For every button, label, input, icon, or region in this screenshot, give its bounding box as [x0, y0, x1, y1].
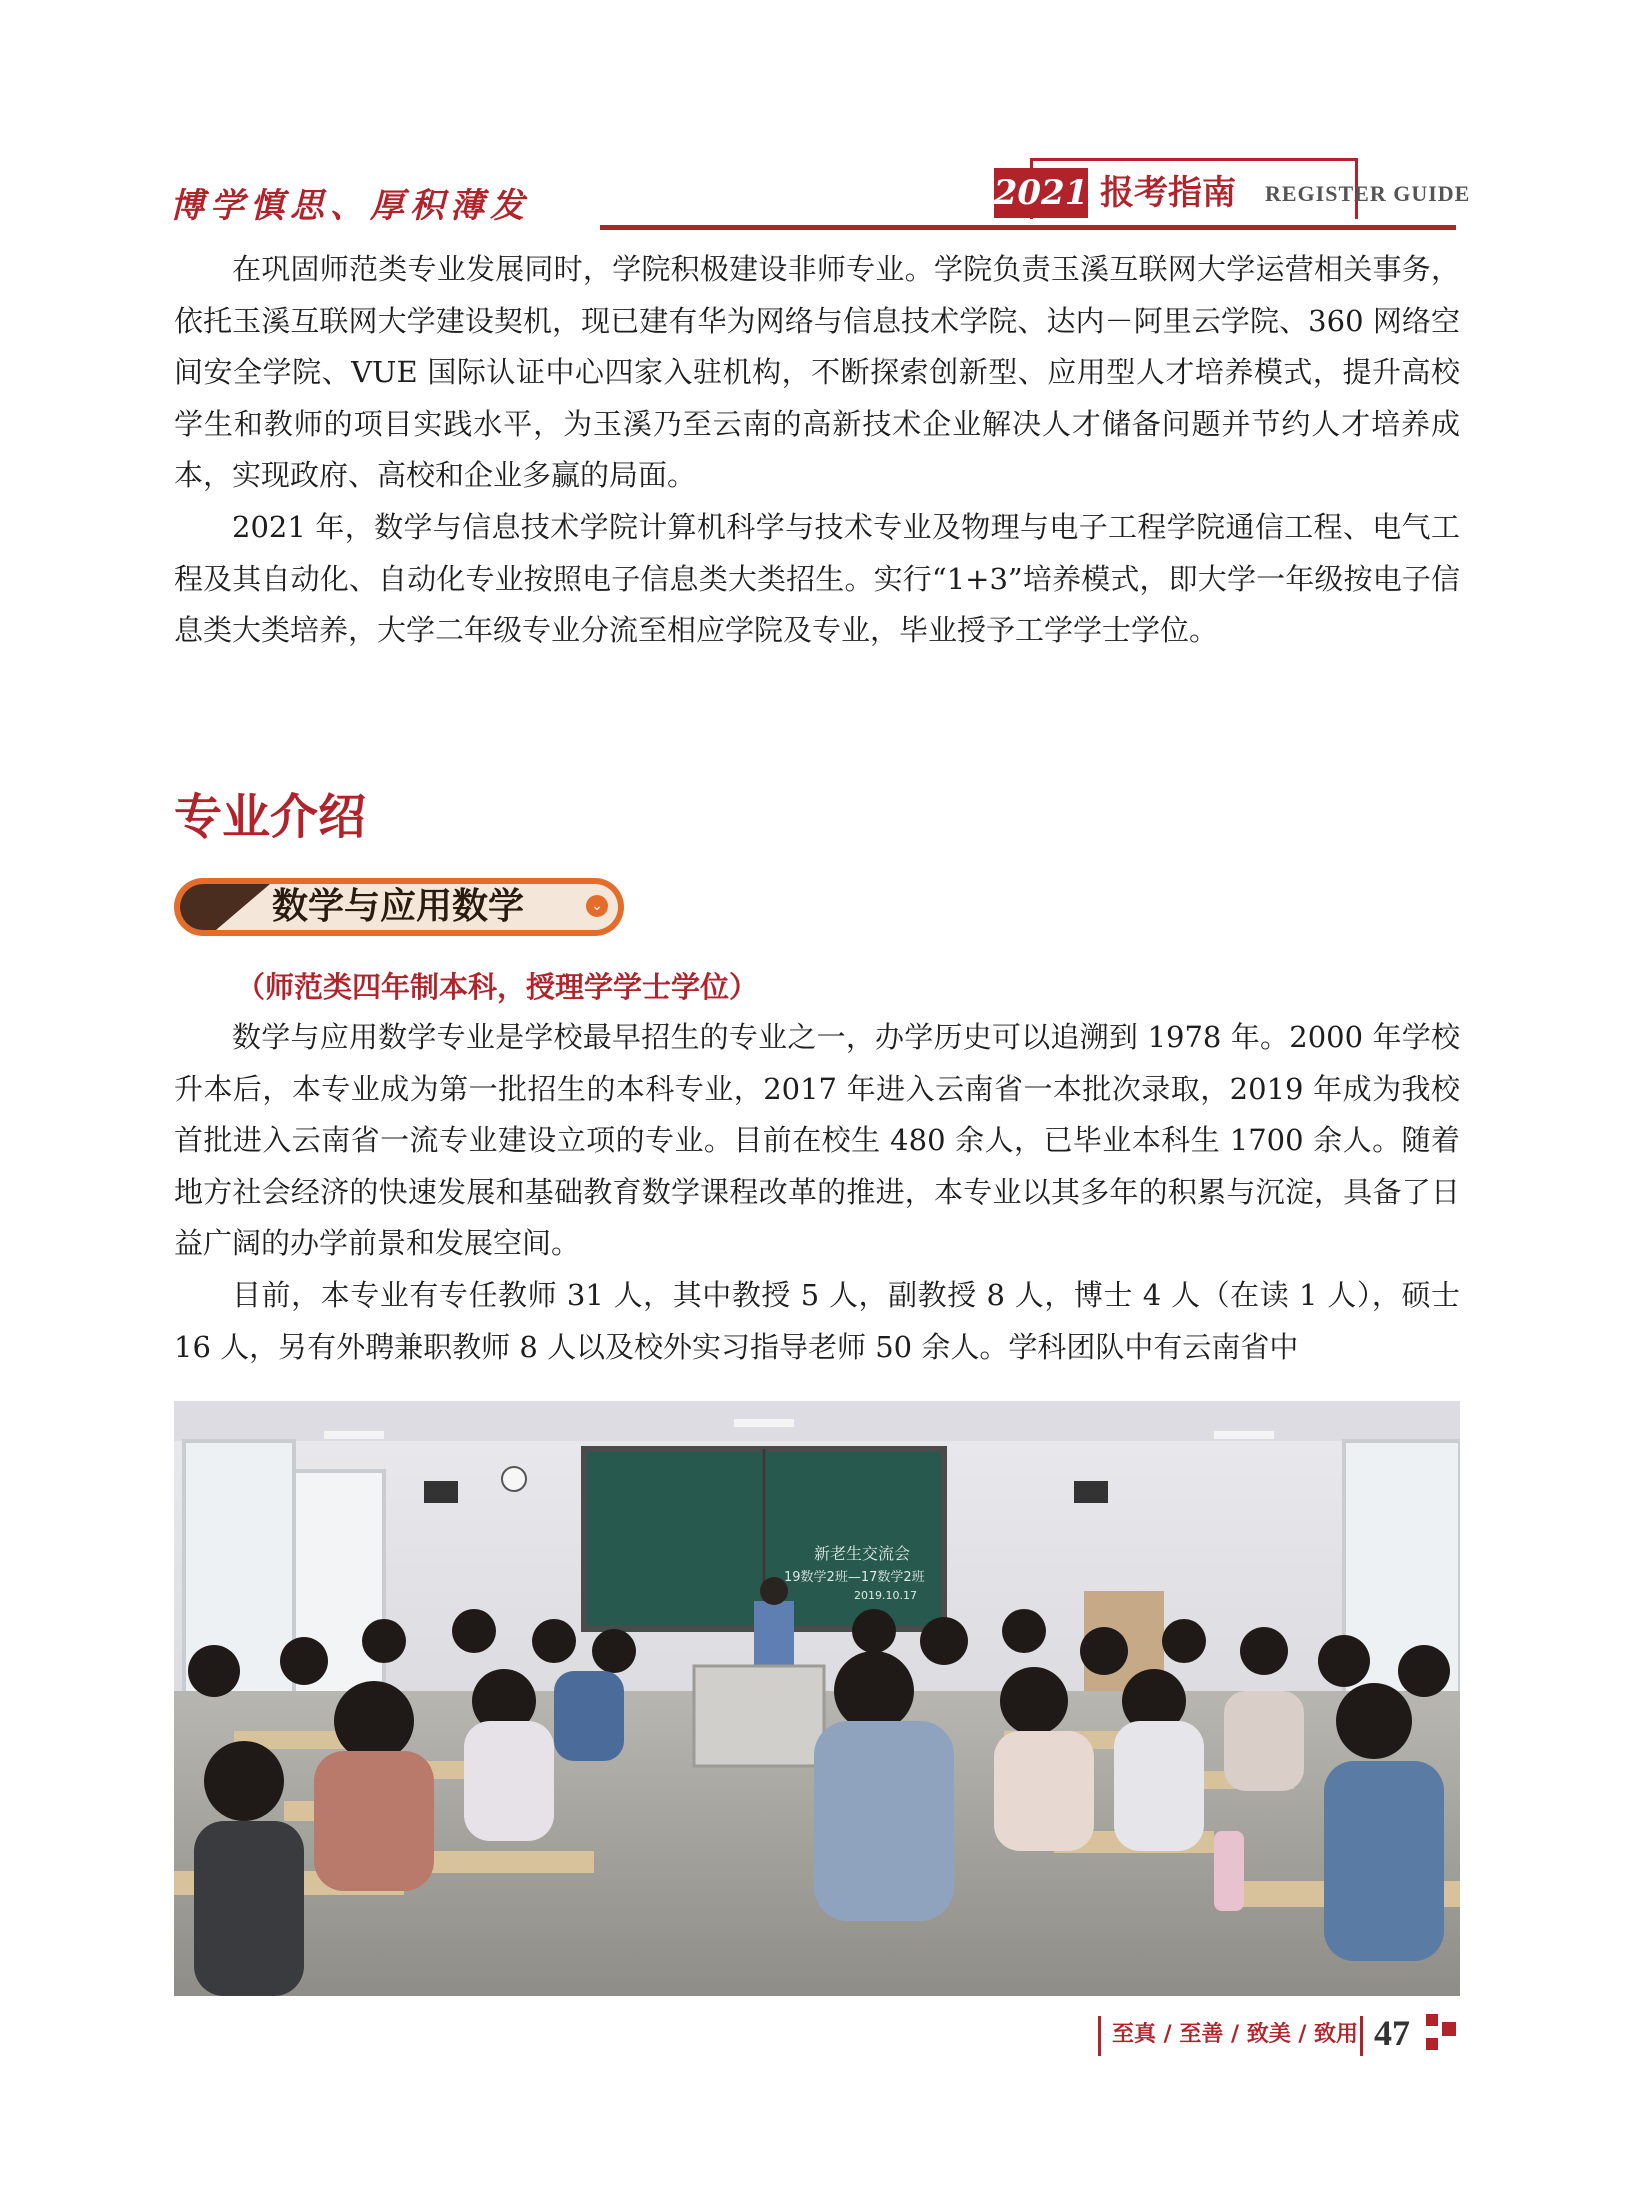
classroom-illustration: [174, 1401, 1460, 1996]
paragraph: 在巩固师范类专业发展同时，学院积极建设非师专业。学院负责玉溪互联网大学运营相关事务，依托玉溪互联网大学建设契机，现已建有华为网络与信息技术学院、达内－阿里云学院、360 网络空间安全学院、VUE 国际认证中心四家入驻机构，不断探索创新型、应用型人才培养模式，提升高校学生和教师的项目实践水平，为玉溪乃至云南的高新技术企业解决人才储备问题并节约人才培养成本，实现政府、高校和企业多赢的局面。: [174, 252, 1460, 492]
paragraph: 目前，本专业有专任教师 31 人，其中教授 5 人，副教授 8 人，博士 4 人（在读 1 人），硕士 16 人，另有外聘兼职教师 8 人以及校外实习指导老师 50 余人。学科团队中有云南省中: [174, 1278, 1460, 1364]
footer-divider: [1098, 2016, 1101, 2056]
paragraph: 2021 年，数学与信息技术学院计算机科学与技术专业及物理与电子工程学院通信工程、电气工程及其自动化、自动化专业按照电子信息类大类招生。实行“1+3”培养模式，即大学一年级按电子信息类大类培养，大学二年级专业分流至相应学院及专业，毕业授予工学学士学位。: [174, 510, 1460, 647]
header-title: 报考指南: [1100, 173, 1236, 213]
blackboard-line-2: 19数学2班—17数学2班: [784, 1570, 925, 1585]
section-title: 专业介绍: [174, 789, 367, 845]
header-motto: 博学慎思、厚积薄发: [170, 186, 530, 226]
page-number: 47: [1374, 2013, 1410, 2053]
chevron-down-icon: ⌄: [586, 895, 608, 917]
footer-motto: 至真 / 至善 / 致美 / 致用: [1112, 2022, 1359, 2047]
decor-square: [1442, 2022, 1456, 2036]
decor-square: [1426, 2014, 1438, 2026]
paragraph: 数学与应用数学专业是学校最早招生的专业之一，办学历史可以追溯到 1978 年。2000 年学校升本后，本专业成为第一批招生的本科专业，2017 年进入云南省一本批次录取，2019 年成为我校首批进入云南省一流专业建设立项的专业。目前在校生 480 余人，已毕业本科生 1700 余人。随着地方社会经济的快速发展和基础教育数学课程改革的推进，本专业以其多年的积累与沉淀，具备了日益广阔的办学前景和发展空间。: [174, 1020, 1460, 1260]
blackboard-line-1: 新老生交流会: [814, 1544, 911, 1563]
major-pill: [174, 878, 624, 936]
major-name: 数学与应用数学: [272, 886, 525, 927]
header-rule: [600, 225, 1456, 230]
classroom-photo: [174, 1401, 1460, 1996]
footer-divider: [1360, 2016, 1363, 2056]
decor-square: [1426, 2038, 1438, 2050]
major-note: （师范类四年制本科，授理学学士学位）: [236, 970, 759, 1004]
header-subtitle-en: REGISTER GUIDE: [1265, 181, 1471, 206]
header-year: 2021: [994, 168, 1088, 218]
pill-accent: [180, 884, 270, 930]
blackboard-line-3: 2019.10.17: [854, 1589, 917, 1602]
